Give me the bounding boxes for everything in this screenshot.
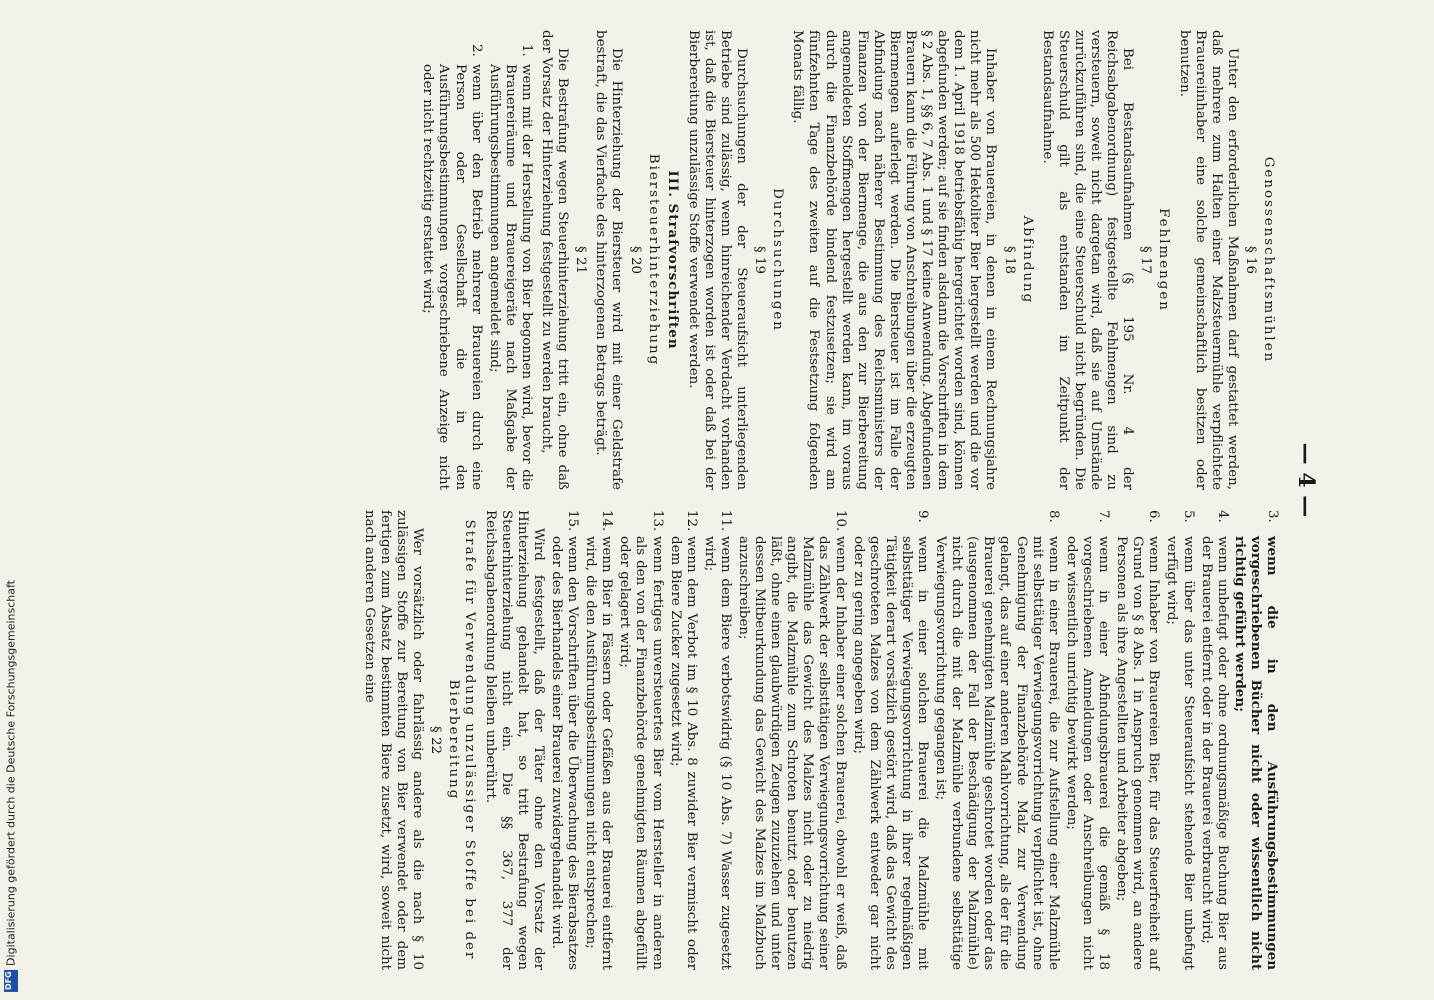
list-item-text: wenn in einer Brauerei, die zur Aufstellung einer Malzmühle mit selbsttätiger Verwiegungsvorrichtung verpflichtet ist, ohne Genehmigung der Finanzbehörde Malz zur Verwendung gelangt, das auf einer anderen Mahlvorrichtung, als der für die Brauerei genehmigten Malzmühle geschrotet worden oder das (ausgenommen der Fall der Beschädigung der Malzmühle) nicht durch die mit der Malzmühle verbundene selbsttätige Verwiegungsvorrichtung gegangen ist;: [933, 536, 1061, 970]
list-item-text: wenn den Vorschriften über die Überwachung des Bierabsatzes oder des Bierhandels einer Brauerei zuwidergehandelt wird.: [548, 536, 581, 970]
section-18-text: Inhaber von Brauereien, in denen in einem Rechnungsjahre nicht mehr als 500 Hektoliter Bier hergestellt werden und die vor dem 1. April 1918 betriebsfähig hergerichtet worden sind, können abgefunden werden; auf sie finden alsdann die Vorschriften in dem § 2 Abs. 1, §§ 6, 7 Abs. 1 und § 17 keine Anwendung. Abgefundenen Brauern kann die Führung von Anschreibungen über die erzeugten Biermengen auferlegt werden. Die Biersteuer ist im Falle der Abfindung nach näherer Bestimmung des Reichsministers der Finanzen von der Biermenge, die aus den zur Bierbereitung angemeldeten Stoffmengen hergestellt werden kann, im voraus durch die Finanzbehörde bindend festzusetzen; sie wird am fünfzehnten Tage des zweiten auf die Festsetzung folgenden Monats fällig.: [790, 30, 999, 490]
list-item-text: wenn die in den Ausführungsbestimmungen vorgeschriebenen Bücher nicht oder wissentlich nicht richtig geführt werden;: [1231, 536, 1280, 970]
list-item: [1163, 510, 1195, 970]
left-column: [417, 30, 1280, 490]
list-item-number: 11.: [717, 510, 733, 532]
section-21-text: Die Bestrafung wegen Steuerhinterziehung tritt ein, ohne daß der Vorsatz der Hinterziehung festgestellt zu werden braucht,: [539, 30, 571, 490]
list-item-text: wenn Bier in Fässern oder Gefäßen aus der Brauerei entfernt wird, die den Ausführungsbestimmungen nicht entsprechen;: [583, 536, 615, 970]
list-item: [701, 510, 733, 970]
list-item-number: 13.: [649, 510, 665, 532]
section-20-number: § 20: [627, 246, 643, 274]
section-19-text: Durchsuchungen der der Steueraufsicht unterliegenden Betriebe sind zulässig, wenn hinreichender Verdacht vorhanden ist, daß die Biersteuer hinterzogen worden ist oder daß bei der Bierbereitung unzulässige Stoffe verwendet werden.: [685, 30, 750, 490]
list-item-number: 9.: [915, 510, 931, 523]
section-21-list: [419, 30, 534, 490]
list-item-number: 12.: [683, 510, 699, 532]
list-item-number: 10.: [832, 510, 848, 532]
list-item: [548, 510, 580, 970]
list-item-number: 4.: [1214, 510, 1230, 523]
list-item-text: wenn über den Betrieb mehrerer Brauereien durch eine Person oder Gesellschaft die in den Ausführungsbestimmungen vorgeschriebene Anzeige nicht oder nicht rechtzeitig erstattet wird;: [420, 64, 484, 490]
heading-strafvorschriften: III. Strafvorschriften: [664, 170, 681, 350]
right-column: [357, 510, 1280, 970]
section-22-text: Wer vorsätzlich oder fahrlässig andere als die nach § 10 zulässigen Stoffe zur Bereitung von Bier verwendet oder dem fertigen zum Absatz bestimmten Biere zusetzt, wird, soweit nicht nach anderen Gesetzen eine: [361, 510, 426, 970]
list-item: [667, 510, 699, 970]
list-item: [419, 44, 483, 490]
list-item: [850, 510, 930, 970]
list-item-number: 8.: [1045, 510, 1061, 523]
section-21-list-continued: [548, 510, 1280, 970]
section-22-number: § 22: [428, 726, 444, 754]
heading-abfindung: Abfindung: [1019, 215, 1035, 305]
list-item-number: 2.: [468, 44, 484, 57]
section-18-number: § 18: [1001, 246, 1017, 274]
section-19-number: § 19: [752, 246, 768, 274]
list-item: [1063, 510, 1111, 970]
section-16-text: Unter den erforderlichen Maßnahmen darf gestattet werden, daß mehrere zum Halten einer Malzsteuermühle verpflichtete Brauereiinhaber eine solche gemeinschaftlich besitzen oder benutzen.: [1176, 30, 1240, 490]
list-item-number: 7.: [1096, 510, 1112, 523]
list-item: [932, 510, 1061, 970]
list-item-text: wenn in einer solchen Brauerei die Malzmühle mit selbsttätiger Verwiegungsvorrichtung in ihrer regelmäßigen Tätigkeit derart vorsätzlich gestört wird, daß das Gewicht des geschroteten Malzes von dem Zählwerk entweder gar nicht oder zu gering angegeben wird;: [850, 536, 931, 970]
section-16-number: § 16: [1242, 246, 1258, 274]
list-item: [616, 510, 664, 970]
section-21-number: § 21: [573, 246, 589, 274]
list-item-number: 3.: [1265, 510, 1280, 523]
list-item-text: wenn mit der Herstellung von Bier begonnen wird, bevor die Brauereiräume und Brauereigeräte nach Maßgabe der Ausführungsbestimmungen angemeldet sind;: [486, 64, 534, 490]
list-item-text: wenn dem Verbot im § 10 Abs. 8 zuwider Bier vermischt oder dem Biere Zucker zugesetzt wird;: [667, 536, 699, 970]
list-item-text: wenn dem Biere verbotswidrig (§ 10 Abs. 7) Wasser zugesetzt wird;: [701, 536, 733, 970]
section-20-text: Die Hinterziehung der Biersteuer wird mit einer Geldstrafe bestraft, die das Vierfache des hinterzogenen Betrags beträgt.: [593, 30, 625, 490]
heading-unzulaessige-stoffe: Strafe für Verwendung unzulässiger Stoffe bei der Bierbereitung: [446, 519, 478, 961]
heading-genossenschaftsmuehlen: Genossenschaftsmühlen: [1261, 156, 1276, 364]
list-item-text: wenn unbefugt oder ohne ordnungsmäßige Buchung Bier aus der Brauerei entfernt oder in der Brauerei verbraucht wird;: [1198, 536, 1230, 970]
rotated-page: [120, 0, 1320, 970]
list-item: [582, 510, 614, 970]
list-item: [1198, 510, 1230, 970]
dfg-logo: DFG: [4, 970, 18, 992]
digitization-credit-text: Digitalisierung gefördert durch die Deutsche Forschungsgemeinschaft: [4, 580, 18, 966]
list-item-number: 5.: [1180, 510, 1196, 523]
list-item: [735, 510, 848, 970]
list-item-number: 14.: [599, 510, 615, 532]
heading-fehlmengen: Fehlmengen: [1156, 208, 1172, 312]
list-item: [1113, 510, 1161, 970]
section-17-number: § 17: [1138, 246, 1154, 274]
list-item-text: wenn fertiges unversteuertes Bier vom Hersteller in anderen als den von der Finanzbehörde genehmigten Räumen abgefüllt oder gelagert wird;: [617, 536, 665, 970]
list-item: [1232, 510, 1280, 970]
section-21-closing-text: Wird festgestellt, daß der Täter ohne den Vorsatz der Hinterziehung gehandelt hat, so tritt Bestrafung wegen Steuerhinterziehung nicht ein. Die §§ 367, 377 der Reichsabgabenordnung bleiben unberührt.: [482, 510, 546, 970]
list-item-number: 15.: [565, 510, 581, 532]
section-17-text: Bei Bestandsaufnahmen (§ 195 Nr. 4 der Reichsabgabenordnung) festgestellte Fehlmengen sind zu versteuern, soweit nicht dargetan wird, daß sie auf Umstände zurückzuführen sind, die eine Steuerschuld nicht begründen. Die Steuerschuld gilt als entstanden im Zeitpunkt der Bestandsaufnahme.: [1039, 30, 1136, 490]
list-item: [486, 44, 534, 490]
list-item-text: wenn der Inhaber einer solchen Brauerei, obwohl er weiß, daß das Zählwerk der selbsttätigen Verwiegungsvorrichtung seiner Malzmühle das Gewicht des Malzes nicht oder zu niedrig angibt, die Malzmühle zum Schroten benutzt oder benutzen läßt, ohne einen glaubwürdigen Zeugen zuzuziehen und unter dessen Mitbeurkundung das Gewicht des Malzes im Malzbuch anzuschreiben;: [736, 536, 848, 970]
heading-biersteuerhinterziehung: Biersteuerhinterziehung: [645, 153, 661, 367]
digitization-credit: [4, 580, 18, 992]
list-item-number: 6.: [1146, 510, 1162, 523]
list-item-text: wenn in einer Abfindungsbrauerei die gemäß § 18 vorgeschriebenen Anmeldungen oder Anschreibungen nicht oder wissentlich unrichtig bewirkt werden;: [1063, 536, 1112, 970]
page-number: — 4 —: [1293, 442, 1319, 518]
heading-durchsuchungen: Durchsuchungen: [770, 188, 786, 332]
list-item-text: wenn über das unter Steueraufsicht stehende Bier unbefugt verfügt wird;: [1164, 536, 1196, 970]
list-item-number: 1.: [518, 44, 534, 57]
list-item-text: wenn Inhaber von Brauereien Bier, für das Steuerfreiheit auf Grund von § 8 Abs. 1 in Anspruch genommen wird, an andere Personen als ihre Angestellten und Arbeiter abgeben;: [1114, 536, 1162, 970]
document-page: [120, 0, 1320, 970]
